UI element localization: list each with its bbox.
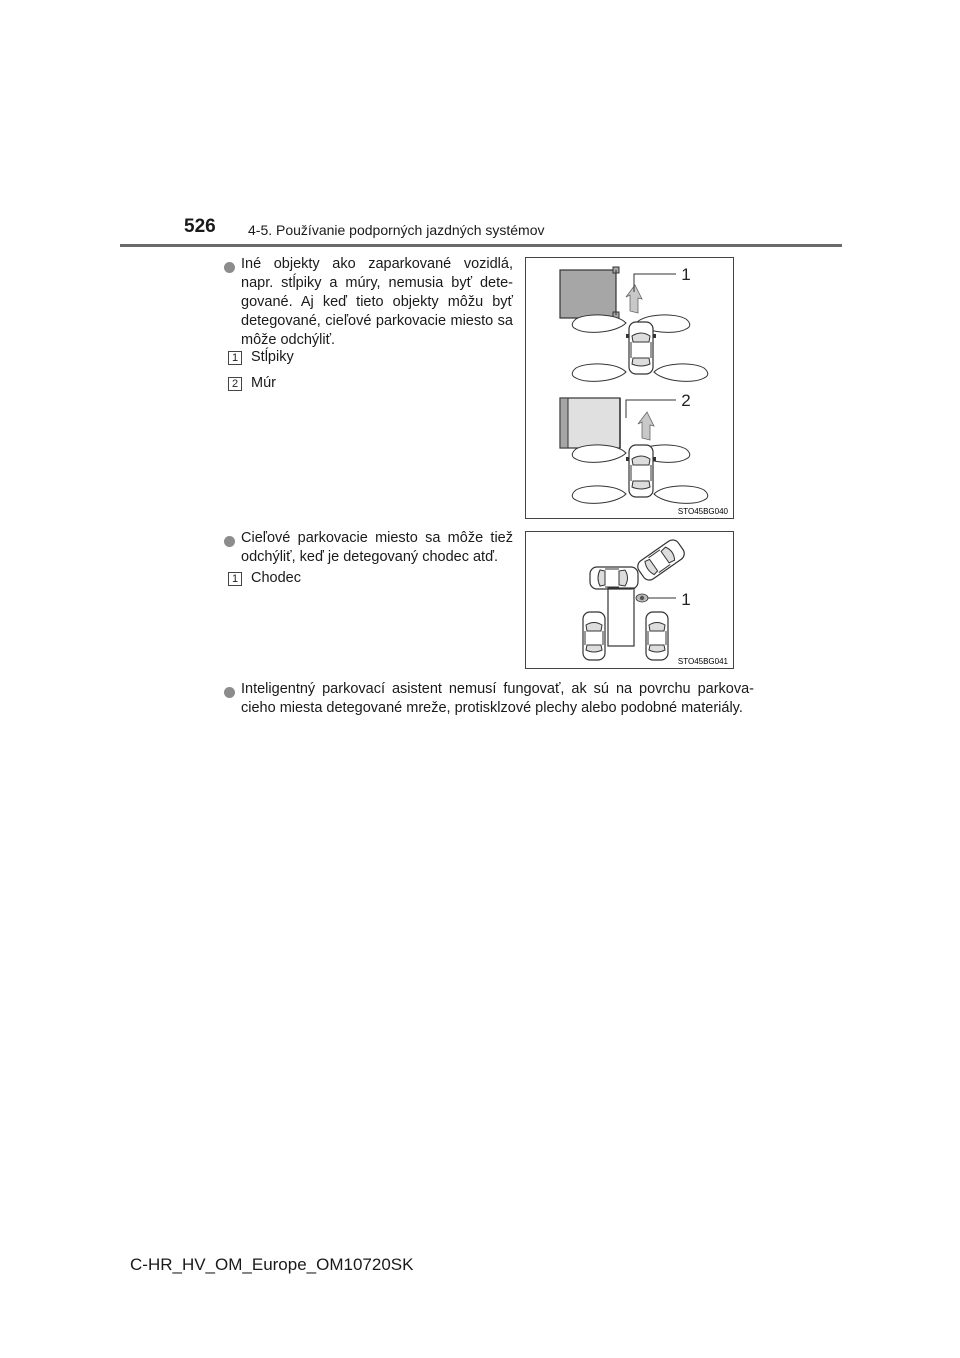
wall <box>560 398 620 448</box>
vehicle-icon <box>626 445 656 497</box>
sensor-wave-icon <box>572 315 626 332</box>
bullet-icon <box>224 536 235 547</box>
item-label-chodec: Chodec <box>251 570 301 586</box>
sensor-wave-icon <box>654 364 708 381</box>
figure-obstacles-illustration <box>526 258 733 518</box>
vehicle-icon <box>635 537 687 583</box>
callout-2-label: 2 <box>681 391 691 410</box>
figure-obstacles <box>525 257 734 519</box>
callout-1-label: 1 <box>681 265 691 284</box>
parked-obstacle <box>560 270 616 318</box>
bullet-icon <box>224 262 235 273</box>
document-id: C-HR_HV_OM_Europe_OM10720SK <box>130 1255 414 1274</box>
sensor-wave-icon <box>572 445 626 462</box>
number-badge-icon: 1 <box>228 351 242 365</box>
vehicle-icon <box>583 612 605 660</box>
page-number: 526 <box>184 216 216 237</box>
vehicle-icon <box>646 612 668 660</box>
number-badge-icon: 1 <box>228 572 242 586</box>
figure-code: STO45BG040 <box>677 507 728 516</box>
pedestrian-icon <box>636 594 648 602</box>
bullet-icon <box>224 687 235 698</box>
bullet-paragraph-3: Inteligentný parkovací asistent nemusí fungovať, ak sú na povrchu parkova-cieho miesta detegované mreže, protisklzové plechy alebo podobné materiály. <box>241 681 754 716</box>
header-rule <box>120 244 842 247</box>
parking-space <box>608 588 634 646</box>
number-badge-icon: 2 <box>228 377 242 391</box>
vehicle-icon <box>626 322 656 374</box>
figure-code: STO45BG041 <box>677 657 728 666</box>
sensor-wave-icon <box>572 486 626 503</box>
bullet-paragraph-2: Cieľové parkovacie miesto sa môže tiež odchýliť, keď je detegovaný chodec atď. <box>241 530 513 565</box>
bullet-paragraph-1: Iné objekty ako zaparkované vozidlá, napr. stĺpiky a múry, nemusia byť dete-gované. Aj keď tieto objekty môžu byť detegované, cieľové parkovacie miesto sa môže odchýliť. <box>241 256 513 348</box>
sensor-wave-icon <box>572 364 626 381</box>
vehicle-icon <box>590 567 638 589</box>
callout-1-label: 1 <box>681 590 691 609</box>
item-label-mur: Múr <box>251 375 276 391</box>
figure-pedestrian <box>525 531 734 669</box>
figure-pedestrian-illustration <box>526 532 733 668</box>
movement-arrow-icon <box>638 412 654 440</box>
sensor-wave-icon <box>654 486 708 503</box>
section-title: 4-5. Používanie podporných jazdných systémov <box>248 222 545 238</box>
item-label-stlpiky: Stĺpiky <box>251 349 294 365</box>
